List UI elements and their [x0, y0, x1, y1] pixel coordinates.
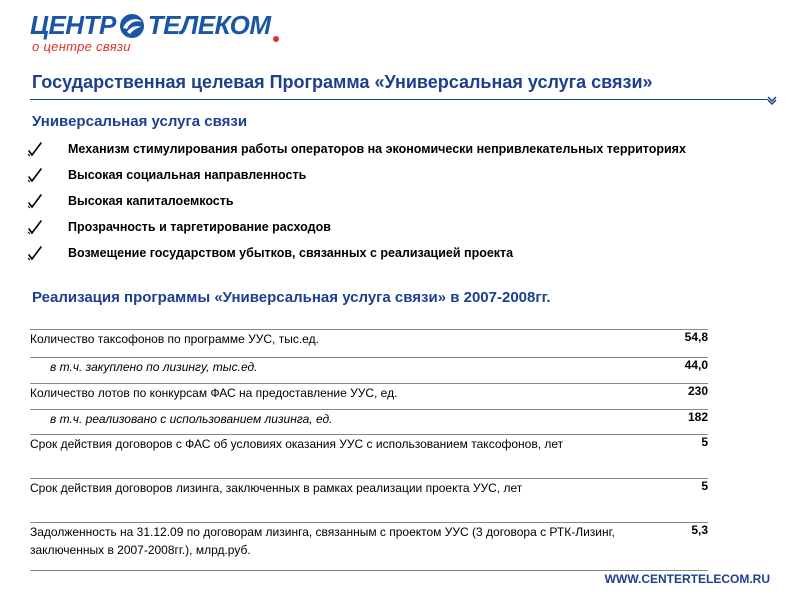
table-row — [30, 384, 708, 410]
bullet-item — [26, 167, 706, 184]
logo-dot — [273, 36, 279, 42]
section-subtitle: Универсальная услуга связи — [32, 113, 248, 130]
row-label: в т.ч. закуплено по лизингу, тыс.ед. — [30, 358, 618, 384]
bullet-text: Возмещение государством убытков, связанных с реализацией проекта — [68, 246, 514, 260]
row-value: 5 — [618, 435, 708, 479]
check-icon — [26, 167, 44, 184]
check-icon — [26, 193, 44, 210]
check-icon — [26, 245, 44, 262]
check-icon — [26, 141, 44, 158]
table-row — [30, 330, 708, 358]
chevron-down-icon — [766, 94, 778, 106]
row-label: в т.ч. реализовано с использованием лизинга, ед. — [30, 410, 618, 435]
check-icon — [26, 219, 44, 236]
row-value: 5,3 — [618, 523, 708, 571]
logo-text-left: ЦЕНТР — [30, 10, 116, 40]
bullet-text: Механизм стимулирования работы операторов на экономически непривлекательных территориях — [68, 142, 686, 156]
bullet-item — [26, 141, 706, 158]
bullet-text: Прозрачность и таргетирование расходов — [68, 220, 331, 234]
company-logo — [30, 10, 280, 54]
logo-wordmark — [30, 10, 271, 41]
table-row — [30, 523, 708, 571]
table-section-title: Реализация программы «Универсальная услуга связи» в 2007-2008гг. — [32, 289, 551, 306]
bullet-item — [26, 245, 706, 262]
table-row — [30, 435, 708, 479]
logo-swirl-icon — [118, 12, 146, 40]
row-value: 54,8 — [618, 330, 708, 358]
row-label: Количество лотов по конкурсам ФАС на предоставление УУС, ед. — [30, 384, 618, 410]
program-data-table — [30, 329, 708, 571]
title-divider — [30, 99, 768, 100]
table-row — [30, 410, 708, 435]
row-value: 230 — [618, 384, 708, 410]
row-label: Задолженность на 31.12.09 по договорам лизинга, связанным с проектом УУС (3 договора с РТК-Лизинг, заключенных в 2007-2008гг.), млрд.руб. — [30, 523, 618, 571]
row-value: 44,0 — [618, 358, 708, 384]
row-value: 5 — [618, 479, 708, 523]
bullet-list — [26, 141, 706, 271]
bullet-text: Высокая капиталоемкость — [68, 194, 234, 208]
row-value: 182 — [618, 410, 708, 435]
logo-tagline: о центре связи — [32, 39, 131, 54]
table-row — [30, 479, 708, 523]
bullet-text: Высокая социальная направленность — [68, 168, 307, 182]
website-link[interactable]: WWW.CENTERTELECOM.RU — [604, 572, 770, 586]
row-label: Срок действия договоров лизинга, заключенных в рамках реализации проекта УУС, лет — [30, 479, 618, 523]
row-label: Срок действия договоров с ФАС об условиях оказания УУС с использованием таксофонов, лет — [30, 435, 618, 479]
page-title: Государственная целевая Программа «Универсальная услуга связи» — [32, 72, 653, 92]
row-label: Количество таксофонов по программе УУС, тыс.ед. — [30, 330, 618, 358]
logo-text-right: ТЕЛЕКОМ — [147, 10, 271, 40]
bullet-item — [26, 219, 706, 236]
table-row — [30, 358, 708, 384]
bullet-item — [26, 193, 706, 210]
